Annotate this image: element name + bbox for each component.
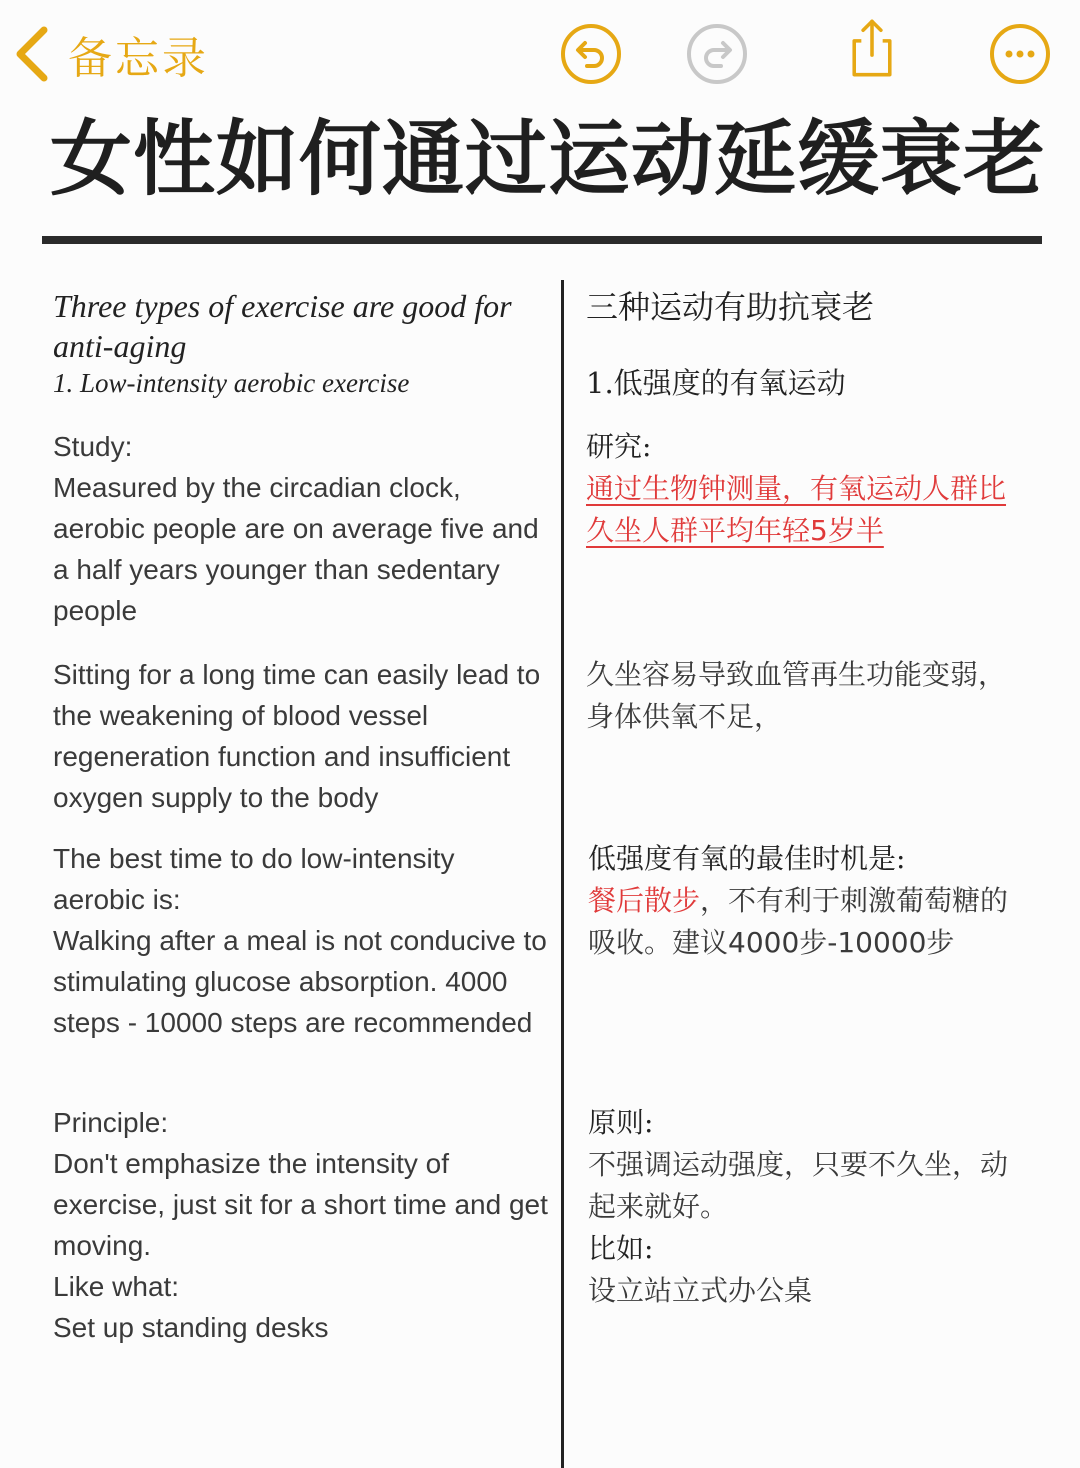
zh-sitting-line2: 身体供氧不足， (586, 700, 783, 733)
en-like-text: Set up standing desks (53, 1312, 329, 1343)
redo-icon (685, 22, 749, 86)
zh-like-text: 设立站立式办公桌 (588, 1274, 813, 1307)
zh-principle-block (588, 1102, 1058, 1312)
en-walking-text: Walking after a meal is not conducive to stimulating glucose absorption. 4000 steps - 10000 steps are recommended (53, 925, 547, 1038)
more-button[interactable] (988, 22, 1052, 86)
en-heading: Three types of exercise are good for anti-aging (53, 288, 512, 364)
share-button[interactable] (840, 16, 904, 80)
undo-button[interactable] (559, 22, 623, 86)
nav-bar (0, 0, 1080, 110)
zh-study-block (586, 426, 1056, 552)
zh-study-label: 研究: (586, 430, 652, 463)
en-best-time-text: The best time to do low-intensity aerobic is: (53, 843, 455, 915)
more-icon (988, 22, 1052, 86)
back-button[interactable] (10, 22, 209, 86)
zh-like-label: 比如: (588, 1232, 654, 1265)
zh-best-time-line3: 吸收。建议4000步-10000步 (588, 926, 955, 959)
en-study-text: Measured by the circadian clock, aerobic people are on average five and a half years younger than sedentary people (53, 472, 539, 626)
zh-study-line1: 通过生物钟测量，有氧运动人群比 (586, 472, 1007, 505)
en-principle-text: Don't emphasize the intensity of exercise, just sit for a short time and get moving. (53, 1148, 548, 1261)
chevron-left-icon (10, 24, 54, 84)
zh-heading: 三种运动有助抗衰老 (586, 288, 875, 326)
share-icon (840, 16, 904, 80)
zh-principle-line2: 起来就好。 (588, 1190, 729, 1223)
en-like-label: Like what: (53, 1271, 180, 1302)
zh-sitting-block (586, 654, 1056, 738)
en-principle-label: Principle: (53, 1107, 169, 1138)
title-divider (42, 236, 1042, 244)
column-divider (561, 280, 564, 1468)
en-sitting-block (53, 654, 553, 818)
note-title: 女性如何通过运动延缓衰老 (50, 112, 1047, 207)
en-sitting-text: Sitting for a long time can easily lead to the weakening of blood vessel regeneration function and insufficient oxygen supply to the body (53, 659, 541, 813)
en-heading-block (53, 286, 553, 400)
zh-best-time-rest: ，不有利于刺激葡萄糖的 (700, 884, 1009, 917)
en-principle-block (53, 1102, 553, 1348)
zh-subheading: 1.低强度的有氧运动 (586, 366, 846, 400)
en-study-label: Study: (53, 431, 133, 462)
zh-best-time-highlight: 餐后散步 (588, 884, 701, 917)
en-subheading: 1. Low-intensity aerobic exercise (53, 368, 410, 398)
zh-principle-line1: 不强调运动强度，只要不久坐，动 (588, 1148, 1009, 1181)
zh-principle-label: 原则: (588, 1106, 654, 1139)
back-label: 备忘录 (68, 33, 209, 84)
redo-button[interactable] (685, 22, 749, 86)
zh-best-time-label: 低强度有氧的最佳时机是: (588, 842, 906, 875)
zh-study-line2: 久坐人群平均年轻5岁半 (586, 514, 884, 547)
zh-sitting-line1: 久坐容易导致血管再生功能变弱， (586, 658, 1007, 691)
zh-best-time-block (588, 838, 1058, 964)
zh-best-time-line2 (588, 880, 1058, 922)
undo-icon (559, 22, 623, 86)
en-best-time-block (53, 838, 553, 1043)
en-study-block (53, 426, 553, 631)
